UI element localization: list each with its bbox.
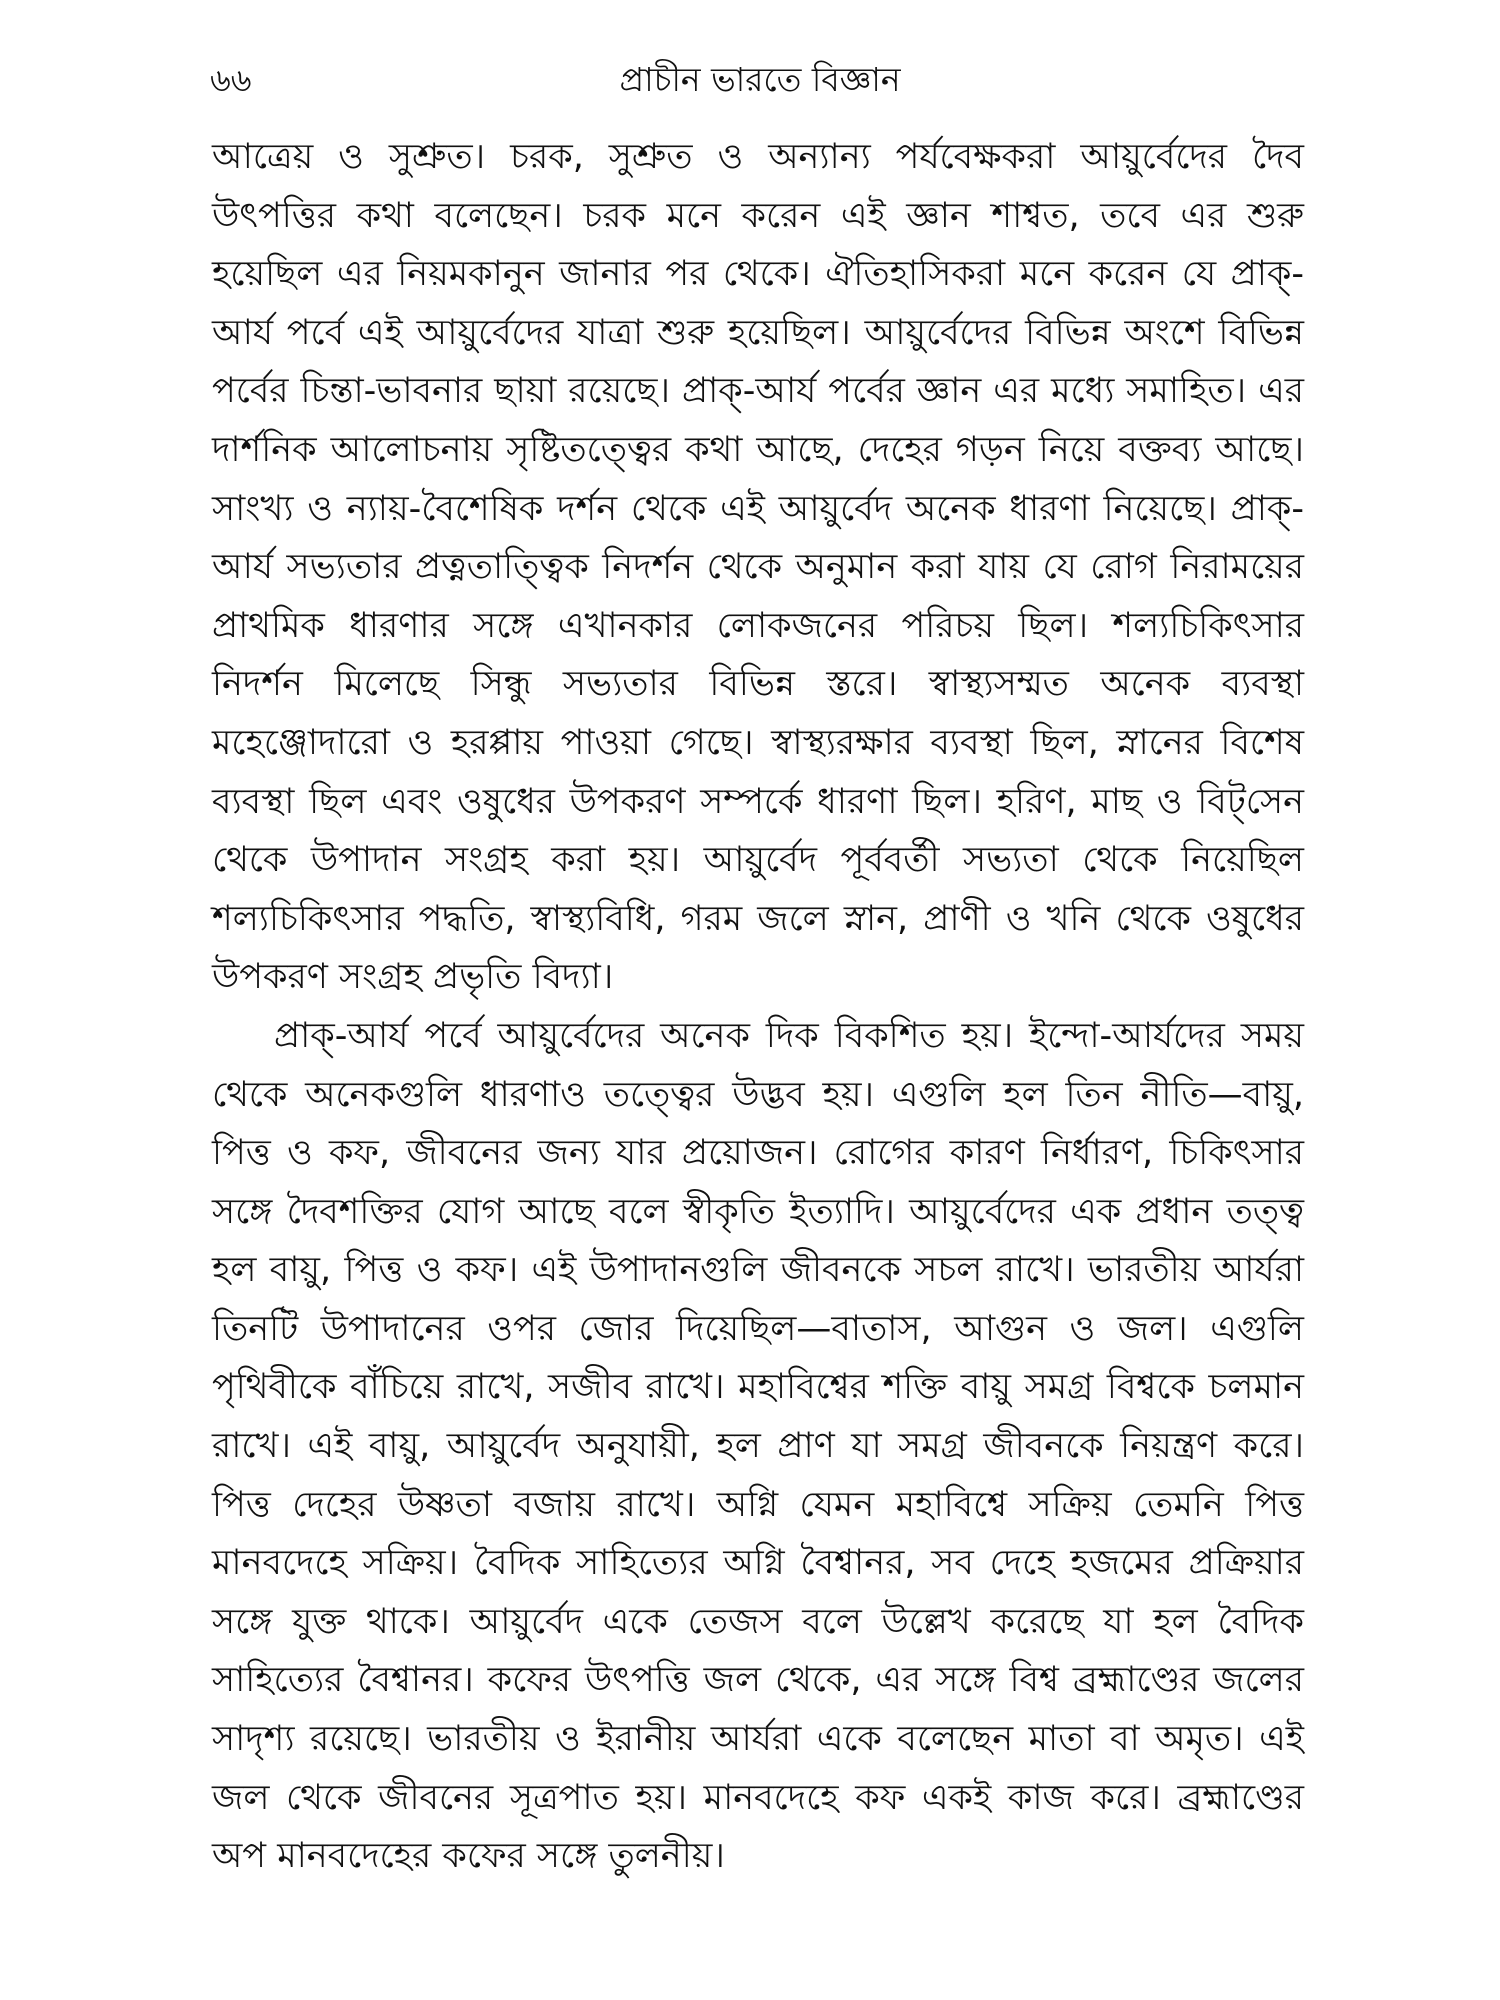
paragraph-2: প্রাক্-আর্য পর্বে আয়ুর্বেদের অনেক দিক বিকশিত হয়। ইন্দো-আর্যদের সময় থেকে অনেকগুলি ধারণাও তত্ত্বের উদ্ভব হয়। এগুলি হল তিন নীতি—বায়ু, পিত্ত ও কফ, জীবনের জন্য যার প্রয়োজন। রোগের কারণ নির্ধারণ, চিকিৎসার সঙ্গে দৈবশক্তির যোগ আছে বলে স্বীকৃতি ইত্যাদি। আয়ুর্বেদের এক প্রধান তত্ত্ব হল বায়ু, পিত্ত ও কফ। এই উপাদানগুলি জীবনকে সচল রাখে। ভারতীয় আর্যরা তিনটি উপাদানের ওপর জোর দিয়েছিল—বাতাস, আগুন ও জল। এগুলি পৃথিবীকে বাঁচিয়ে রাখে, সজীব রাখে। মহাবিশ্বের শক্তি বায়ু সমগ্র বিশ্বকে চলমান রাখে। এই বায়ু, আয়ুর্বেদ অনুযায়ী, হল প্রাণ যা সমগ্র জীবনকে নিয়ন্ত্রণ করে। পিত্ত দেহের উষ্ণতা বজায় রাখে। অগ্নি যেমন মহাবিশ্বে সক্রিয় তেমনি পিত্ত মানবদেহে সক্রিয়। বৈদিক সাহিত্যের অগ্নি বৈশ্বানর, সব দেহে হজমের প্রক্রিয়ার সঙ্গে যুক্ত থাকে। আয়ুর্বেদ একে তেজস বলে উল্লেখ করেছে যা হল বৈদিক সাহিত্যের বৈশ্বানর। কফের উৎপত্তি জল থেকে, এর সঙ্গে বিশ্ব ব্রহ্মাণ্ডের জলের সাদৃশ্য রয়েছে। ভারতীয় ও ইরানীয় আর্যরা একে বলেছেন মাতা বা অমৃত। এই জল থেকে জীবনের সূত্রপাত হয়। মানবদেহে কফ একই কাজ করে। ব্রহ্মাণ্ডের অপ মানবদেহের কফের সঙ্গে তুলনীয়। [212,1015,1304,1877]
running-title: প্রাচীন ভারতে বিজ্ঞান [619,60,901,99]
body-text [212,128,1304,1886]
page-header [210,58,1310,118]
page-number: ৬৬ [210,61,252,99]
paragraph-1: আত্রেয় ও সুশ্রুত। চরক, সুশ্রুত ও অন্যান্য পর্যবেক্ষকরা আয়ুর্বেদের দৈব উৎপত্তির কথা বলেছেন। চরক মনে করেন এই জ্ঞান শাশ্বত, তবে এর শুরু হয়েছিল এর নিয়মকানুন জানার পর থেকে। ঐতিহাসিকরা মনে করেন যে প্রাক্-আর্য পর্বে এই আয়ুর্বেদের যাত্রা শুরু হয়েছিল। আয়ুর্বেদের বিভিন্ন অংশে বিভিন্ন পর্বের চিন্তা-ভাবনার ছায়া রয়েছে। প্রাক্-আর্য পর্বের জ্ঞান এর মধ্যে সমাহিত। এর দার্শনিক আলোচনায় সৃষ্টিতত্ত্বের কথা আছে, দেহের গড়ন নিয়ে বক্তব্য আছে। সাংখ্য ও ন্যায়-বৈশেষিক দর্শন থেকে এই আয়ুর্বেদ অনেক ধারণা নিয়েছে। প্রাক্-আর্য সভ্যতার প্রত্নতাত্ত্বিক নিদর্শন থেকে অনুমান করা যায় যে রোগ নিরাময়ের প্রাথমিক ধারণার সঙ্গে এখানকার লোকজনের পরিচয় ছিল। শল্যচিকিৎসার নিদর্শন মিলেছে সিন্ধু সভ্যতার বিভিন্ন স্তরে। স্বাস্থ্যসম্মত অনেক ব্যবস্থা মহেঞ্জোদারো ও হরপ্পায় পাওয়া গেছে। স্বাস্থ্যরক্ষার ব্যবস্থা ছিল, স্নানের বিশেষ ব্যবস্থা ছিল এবং ওষুধের উপকরণ সম্পর্কে ধারণা ছিল। হরিণ, মাছ ও বিট্‌সেন থেকে উপাদান সংগ্রহ করা হয়। আয়ুর্বেদ পূর্ববর্তী সভ্যতা থেকে নিয়েছিল শল্যচিকিৎসার পদ্ধতি, স্বাস্থ্যবিধি, গরম জলে স্নান, প্রাণী ও খনি থেকে ওষুধের উপকরণ সংগ্রহ প্রভৃতি বিদ্যা। [212,137,1304,998]
